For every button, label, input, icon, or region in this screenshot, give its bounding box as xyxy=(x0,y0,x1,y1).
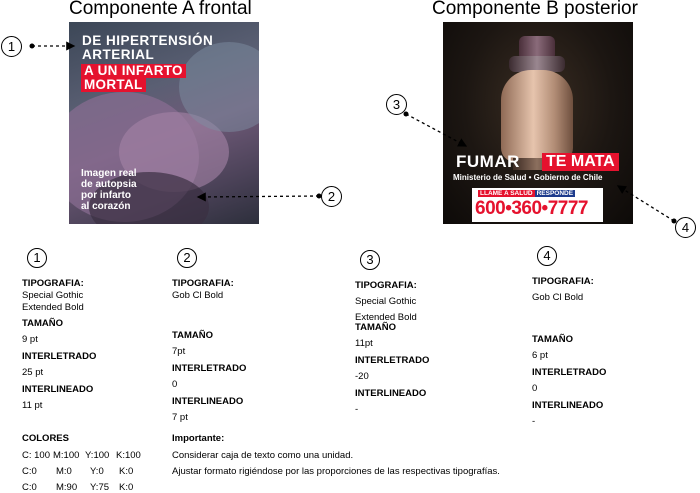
color-value: M:90 xyxy=(56,482,78,493)
a-headline-line2: ARTERIAL xyxy=(82,47,155,62)
spec-label-interletrado: INTERLETRADO xyxy=(355,355,430,366)
spec-typo: Gob Cl Bold xyxy=(172,290,224,301)
importante-note: Ajustar formato rigiéndose por las proporciones de las respectivas tipografías. xyxy=(172,466,500,477)
spec-label-tipografia: TIPOGRAFIA: xyxy=(355,280,417,291)
spec-label-interlineado: INTERLINEADO xyxy=(22,384,94,395)
spec-label-tipografia: TIPOGRAFIA: xyxy=(22,278,84,289)
spec-size: 11pt xyxy=(355,338,373,349)
spec-size: 9 pt xyxy=(22,334,38,345)
colores-heading: COLORES xyxy=(22,433,69,444)
callout-marker-2: 2 xyxy=(321,186,342,207)
color-row-3 xyxy=(22,482,133,493)
color-value: C:0 xyxy=(22,466,37,477)
spec-typo: Gob Cl Bold xyxy=(532,292,584,303)
color-value: Y:100 xyxy=(85,450,110,461)
spec-marker-3: 3 xyxy=(360,250,380,270)
spec-label-interletrado: INTERLETRADO xyxy=(172,363,247,374)
a-red-line2: MORTAL xyxy=(81,78,146,92)
a-caption-line: al corazón xyxy=(81,201,131,212)
spec-label-tamano: TAMAÑO xyxy=(532,334,573,345)
spec-leading: - xyxy=(532,416,536,427)
a-red-line1: A UN INFARTO xyxy=(81,64,186,78)
callout-marker-4: 4 xyxy=(675,217,696,238)
spec-leading: 11 pt xyxy=(22,400,43,411)
importante-note: Considerar caja de texto como una unidad. xyxy=(172,450,354,461)
spec-column-4 xyxy=(532,276,606,428)
arrow-4 xyxy=(618,186,674,221)
b-llame: LLAME A SALUD xyxy=(480,190,533,197)
color-value: K:0 xyxy=(119,482,134,493)
spec-typo: Special Gothic xyxy=(355,296,417,307)
spec-size: 6 pt xyxy=(532,350,548,361)
b-phone-number: 600•360•7777 xyxy=(475,198,588,219)
spec-leading: - xyxy=(355,404,359,415)
color-value: Y:75 xyxy=(90,482,110,493)
spec-label-interlineado: INTERLINEADO xyxy=(355,388,427,399)
spec-tracking: 25 pt xyxy=(22,367,44,378)
spec-label-tipografia: TIPOGRAFIA: xyxy=(532,276,594,287)
b-te-mata: TE MATA xyxy=(542,153,619,171)
spec-label-tamano: TAMAÑO xyxy=(355,322,396,333)
spec-leading: 7 pt xyxy=(172,412,188,423)
spec-typo: Extended Bold xyxy=(355,312,417,323)
spec-marker-4: 4 xyxy=(537,246,557,266)
color-value: Y:0 xyxy=(90,466,104,477)
b-ministerio: Ministerio de Salud • Gobierno de Chile xyxy=(453,173,603,182)
a-headline-line1: DE HIPERTENSIÓN xyxy=(82,33,214,48)
spec-column-3 xyxy=(355,280,429,416)
color-value: C: 100 xyxy=(22,450,50,461)
spec-marker-2: 2 xyxy=(177,248,197,268)
arrow-3 xyxy=(406,114,466,146)
b-fumar: FUMAR xyxy=(456,152,520,171)
color-row-2 xyxy=(22,466,133,477)
spec-size: 7pt xyxy=(172,346,186,357)
a-caption-line: por infarto xyxy=(81,190,131,201)
spec-tracking: 0 xyxy=(172,379,178,390)
spec-label-interlineado: INTERLINEADO xyxy=(172,396,244,407)
b-responde: RESPONDE xyxy=(536,190,574,197)
spec-label-interletrado: INTERLETRADO xyxy=(532,367,607,378)
color-row-1 xyxy=(22,450,141,461)
spec-marker-1: 1 xyxy=(27,248,47,268)
a-caption-line: Imagen real xyxy=(81,168,137,179)
spec-typo: Special Gothic xyxy=(22,290,84,301)
title-component-a: Componente A frontal xyxy=(69,0,252,19)
spec-tracking: 0 xyxy=(532,383,538,394)
spec-column-1 xyxy=(22,278,96,412)
callout-marker-1: 1 xyxy=(1,36,22,57)
spec-typo: Extended Bold xyxy=(22,302,84,313)
callout-marker-3: 3 xyxy=(386,94,407,115)
a-caption-line: de autopsia xyxy=(81,179,137,190)
spec-tracking: -20 xyxy=(355,371,369,382)
title-component-b: Componente B posterior xyxy=(432,0,638,19)
spec-label-interlineado: INTERLINEADO xyxy=(532,400,604,411)
color-value: M:0 xyxy=(56,466,72,477)
color-value: K:0 xyxy=(119,466,134,477)
spec-label-tamano: TAMAÑO xyxy=(172,330,213,341)
arrow-2 xyxy=(198,196,319,197)
color-value: K:100 xyxy=(116,450,141,461)
spec-label-tamano: TAMAÑO xyxy=(22,318,63,329)
spec-label-tipografia: TIPOGRAFIA: xyxy=(172,278,234,289)
spec-column-2 xyxy=(172,278,246,424)
importante-heading: Importante: xyxy=(172,433,225,444)
color-value: C:0 xyxy=(22,482,37,493)
spec-label-interletrado: INTERLETRADO xyxy=(22,351,97,362)
color-value: M:100 xyxy=(53,450,80,461)
